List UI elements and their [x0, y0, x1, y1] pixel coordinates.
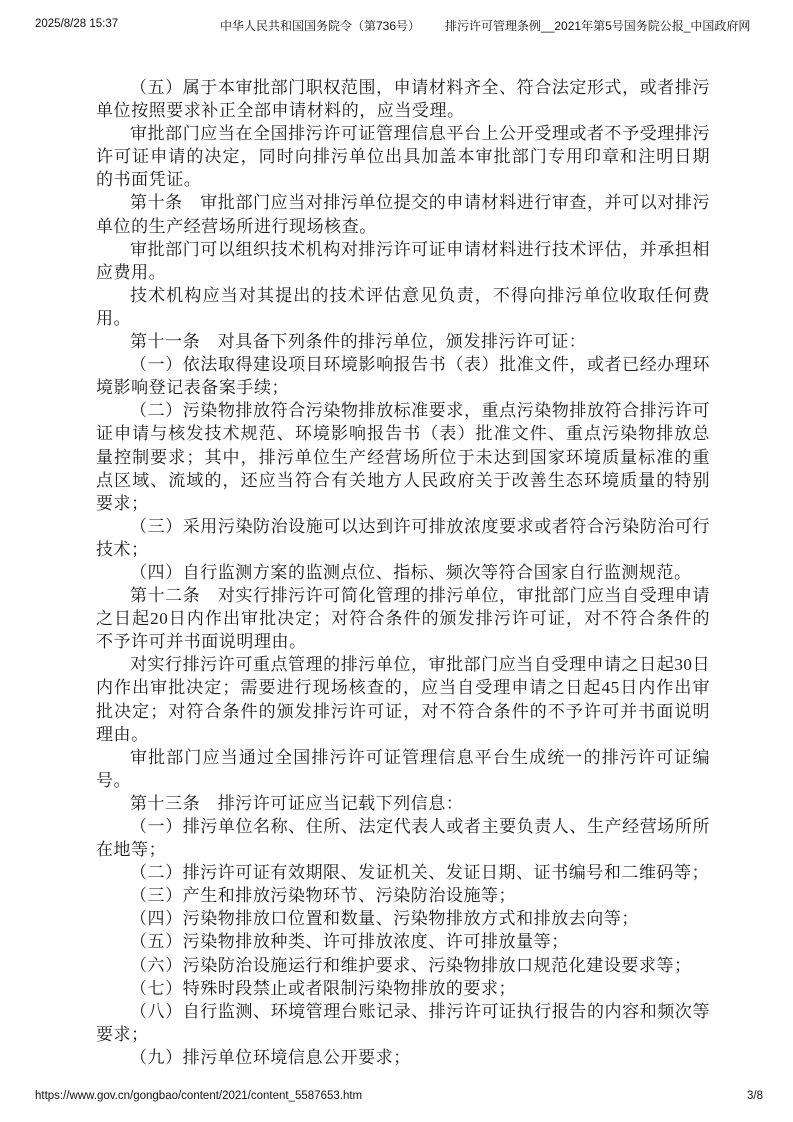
paragraph: （三）采用污染防治设施可以达到许可排放浓度要求或者符合污染防治可行技术；	[96, 516, 710, 559]
paragraph: （三）产生和排放污染物环节、污染防治设施等；	[130, 886, 517, 906]
paragraph: （九）排污单位环境信息公开要求；	[130, 1047, 411, 1067]
print-footer-page-indicator: 3/8	[747, 1090, 763, 1102]
paragraph: 技术机构应当对其提出的技术评估意见负责，不得向排污单位收取任何费用。	[96, 285, 710, 328]
print-header-doc-title: 中华人民共和国国务院令（第736号）	[220, 19, 421, 33]
paragraph: 第十条 审批部门应当对排污单位提交的申请材料进行审查，并可以对排污单位的生产经营场所进行现场核查。	[96, 193, 710, 236]
paragraph: （二）污染物排放符合污染物排放标准要求，重点污染物排放符合排污许可证申请与核发技术规范、环境影响报告书（表）批准文件、重点污染物排放总量控制要求；其中，排污单位生产经营场所位于未达到国家环境质量标准的重点区域、流域的，还应当符合有关地方人民政府关于改善生态环境质量的特别要求；	[96, 401, 710, 513]
paragraph: （一）依法取得建设项目环境影响报告书（表）批准文件，或者已经办理环境影响登记表备案手续；	[96, 355, 710, 398]
print-header-page-title: 排污许可管理条例__2021年第5号国务院公报_中国政府网	[445, 19, 751, 33]
paragraph: （一）排污单位名称、住所、法定代表人或者主要负责人、生产经营场所所在地等；	[96, 817, 710, 860]
paragraph: （五）属于本审批部门职权范围，申请材料齐全、符合法定形式，或者排污单位按照要求补正全部申请材料的，应当受理。	[96, 78, 710, 121]
paragraph: 第十一条 对具备下列条件的排污单位，颁发排污许可证：	[130, 332, 587, 352]
paragraph: （二）排污许可证有效期限、发证机关、发证日期、证书编号和二维码等；	[130, 863, 710, 883]
print-footer-url: https://www.gov.cn/gongbao/content/2021/content_5587653.htm	[35, 1090, 363, 1102]
paragraph: 第十二条 对实行排污许可简化管理的排污单位，审批部门应当自受理申请之日起20日内作出审批决定；对符合条件的颁发排污许可证，对不符合条件的不予许可并书面说明理由。	[96, 586, 710, 652]
document-body	[96, 76, 710, 1069]
paragraph: 对实行排污许可重点管理的排污单位，审批部门应当自受理申请之日起30日内作出审批决定；需要进行现场核查的，应当自受理申请之日起45日内作出审批决定；对符合条件的颁发排污许可证，对不符合条件的不予许可并书面说明理由。	[96, 655, 710, 744]
paragraph: （四）污染物排放口位置和数量、污染物排放方式和排放去向等；	[130, 909, 639, 929]
print-header-datetime: 2025/8/28 15:37	[35, 18, 119, 30]
paragraph: （七）特殊时段禁止或者限制污染物排放的要求；	[130, 978, 517, 998]
paragraph: （五）污染物排放种类、许可排放浓度、许可排放量等；	[130, 932, 569, 952]
paragraph: （六）污染防治设施运行和维护要求、污染物排放口规范化建设要求等；	[130, 955, 692, 975]
paragraph: （八）自行监测、环境管理台账记录、排污许可证执行报告的内容和频次等要求；	[96, 1001, 710, 1044]
paragraph: 审批部门可以组织技术机构对排污许可证申请材料进行技术评估，并承担相应费用。	[96, 239, 710, 282]
print-header-title	[220, 17, 750, 34]
paragraph: 审批部门应当通过全国排污许可证管理信息平台生成统一的排污许可证编号。	[96, 747, 710, 790]
paragraph: （四）自行监测方案的监测点位、指标、频次等符合国家自行监测规范。	[130, 562, 692, 582]
paragraph: 审批部门应当在全国排污许可证管理信息平台上公开受理或者不予受理排污许可证申请的决定，同时向排污单位出具加盖本审批部门专用印章和注明日期的书面凭证。	[96, 124, 710, 190]
paragraph: 第十三条 排污许可证应当记载下列信息：	[130, 793, 464, 813]
